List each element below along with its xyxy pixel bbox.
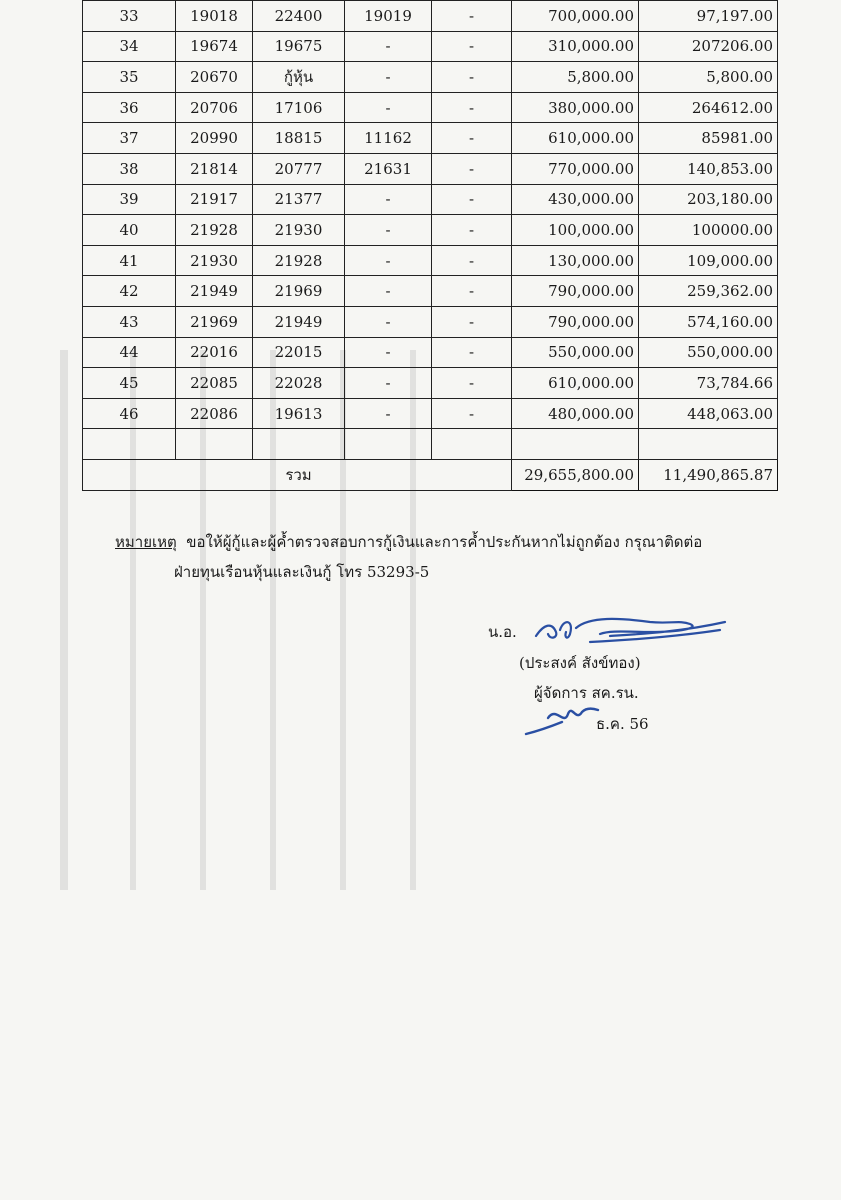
guarantor-3: - <box>432 245 512 276</box>
outstanding-balance: 140,853.00 <box>639 153 778 184</box>
outstanding-balance: 100000.00 <box>639 215 778 246</box>
row-number: 43 <box>83 306 176 337</box>
remark <box>115 527 702 587</box>
loan-amount: 550,000.00 <box>512 337 639 368</box>
outstanding-balance: 448,063.00 <box>639 398 778 429</box>
guarantor-3: - <box>432 92 512 123</box>
guarantor-2: - <box>345 368 432 399</box>
member-id: 21917 <box>176 184 253 215</box>
total-balance: 11,490,865.87 <box>639 459 778 490</box>
total-spacer <box>432 459 512 490</box>
member-id: 20990 <box>176 123 253 154</box>
guarantor-1: 21930 <box>253 215 345 246</box>
loan-table <box>82 0 778 491</box>
table-row <box>83 153 778 184</box>
guarantor-3: - <box>432 337 512 368</box>
table-row <box>83 123 778 154</box>
guarantor-2: - <box>345 31 432 62</box>
row-number: 46 <box>83 398 176 429</box>
table-row <box>83 1 778 32</box>
table-row <box>83 306 778 337</box>
loan-amount: 770,000.00 <box>512 153 639 184</box>
guarantor-3: - <box>432 368 512 399</box>
row-number: 44 <box>83 337 176 368</box>
guarantor-2: - <box>345 337 432 368</box>
member-id: 19018 <box>176 1 253 32</box>
guarantor-3: - <box>432 184 512 215</box>
guarantor-1: 21949 <box>253 306 345 337</box>
table-row <box>83 398 778 429</box>
signer-name: (ประสงค์ สังข์ทอง) <box>519 654 641 672</box>
total-amount: 29,655,800.00 <box>512 459 639 490</box>
outstanding-balance: 109,000.00 <box>639 245 778 276</box>
guarantor-2: 19019 <box>345 1 432 32</box>
guarantor-3: - <box>432 123 512 154</box>
guarantor-3: - <box>432 1 512 32</box>
outstanding-balance: 203,180.00 <box>639 184 778 215</box>
row-number: 37 <box>83 123 176 154</box>
guarantor-1: 22015 <box>253 337 345 368</box>
loan-amount: 380,000.00 <box>512 92 639 123</box>
row-number: 40 <box>83 215 176 246</box>
loan-amount: 610,000.00 <box>512 123 639 154</box>
guarantor-1: 19675 <box>253 31 345 62</box>
total-spacer <box>345 459 432 490</box>
row-number: 34 <box>83 31 176 62</box>
sign-date: ธ.ค. 56 <box>596 715 649 733</box>
total-spacer <box>83 459 176 490</box>
table-row <box>83 337 778 368</box>
outstanding-balance: 550,000.00 <box>639 337 778 368</box>
loan-amount: 430,000.00 <box>512 184 639 215</box>
guarantor-3: - <box>432 306 512 337</box>
guarantor-3: - <box>432 31 512 62</box>
member-id: 21949 <box>176 276 253 307</box>
guarantor-2: - <box>345 92 432 123</box>
remark-line-2: ฝ่ายทุนเรือนหุ้นและเงินกู้ โทร 53293-5 <box>174 563 430 581</box>
guarantor-1: 21969 <box>253 276 345 307</box>
outstanding-balance: 259,362.00 <box>639 276 778 307</box>
guarantor-3: - <box>432 276 512 307</box>
handwritten-initials <box>522 700 602 740</box>
signer-position: ผู้จัดการ สค.รน. <box>534 684 639 702</box>
table-row-blank <box>83 429 778 460</box>
guarantor-3: - <box>432 62 512 93</box>
row-number: 35 <box>83 62 176 93</box>
remark-line-1: ขอให้ผู้กู้และผู้ค้ำตรวจสอบการกู้เงินและการค้ำประกันหากไม่ถูกต้อง กรุณาติดต่อ <box>186 533 703 551</box>
guarantor-2: - <box>345 215 432 246</box>
guarantor-1: 22028 <box>253 368 345 399</box>
member-id: 20706 <box>176 92 253 123</box>
table-row <box>83 62 778 93</box>
outstanding-balance: 207206.00 <box>639 31 778 62</box>
remark-label: หมายเหตุ <box>115 533 177 551</box>
guarantor-1: 19613 <box>253 398 345 429</box>
row-number: 38 <box>83 153 176 184</box>
member-id: 22085 <box>176 368 253 399</box>
row-number: 42 <box>83 276 176 307</box>
loan-amount: 130,000.00 <box>512 245 639 276</box>
loan-amount: 700,000.00 <box>512 1 639 32</box>
outstanding-balance: 264612.00 <box>639 92 778 123</box>
guarantor-1: 20777 <box>253 153 345 184</box>
table-row <box>83 92 778 123</box>
total-label: รวม <box>253 459 345 490</box>
table-row-total <box>83 459 778 490</box>
loan-amount: 310,000.00 <box>512 31 639 62</box>
row-number: 41 <box>83 245 176 276</box>
guarantor-2: 11162 <box>345 123 432 154</box>
handwritten-signature <box>530 608 730 648</box>
member-id: 21928 <box>176 215 253 246</box>
table-row <box>83 245 778 276</box>
outstanding-balance: 5,800.00 <box>639 62 778 93</box>
outstanding-balance: 73,784.66 <box>639 368 778 399</box>
total-spacer <box>176 459 253 490</box>
loan-table-body <box>83 1 778 429</box>
guarantor-1: 22400 <box>253 1 345 32</box>
loan-amount: 790,000.00 <box>512 276 639 307</box>
member-id: 21969 <box>176 306 253 337</box>
table-row <box>83 368 778 399</box>
row-number: 39 <box>83 184 176 215</box>
table-row <box>83 31 778 62</box>
row-number: 45 <box>83 368 176 399</box>
guarantor-1: 18815 <box>253 123 345 154</box>
guarantor-3: - <box>432 215 512 246</box>
outstanding-balance: 97,197.00 <box>639 1 778 32</box>
guarantor-1: 17106 <box>253 92 345 123</box>
guarantor-2: - <box>345 184 432 215</box>
member-id: 22086 <box>176 398 253 429</box>
member-id: 21814 <box>176 153 253 184</box>
member-id: 21930 <box>176 245 253 276</box>
guarantor-2: - <box>345 62 432 93</box>
guarantor-2: 21631 <box>345 153 432 184</box>
table-row <box>83 215 778 246</box>
guarantor-1: กู้หุ้น <box>253 62 345 93</box>
loan-amount: 100,000.00 <box>512 215 639 246</box>
loan-amount: 480,000.00 <box>512 398 639 429</box>
row-number: 33 <box>83 1 176 32</box>
loan-amount: 790,000.00 <box>512 306 639 337</box>
loan-amount: 5,800.00 <box>512 62 639 93</box>
member-id: 19674 <box>176 31 253 62</box>
guarantor-1: 21377 <box>253 184 345 215</box>
guarantor-2: - <box>345 306 432 337</box>
table-row <box>83 276 778 307</box>
outstanding-balance: 574,160.00 <box>639 306 778 337</box>
row-number: 36 <box>83 92 176 123</box>
outstanding-balance: 85981.00 <box>639 123 778 154</box>
guarantor-1: 21928 <box>253 245 345 276</box>
guarantor-2: - <box>345 245 432 276</box>
guarantor-2: - <box>345 276 432 307</box>
guarantor-3: - <box>432 153 512 184</box>
table-row <box>83 184 778 215</box>
member-id: 22016 <box>176 337 253 368</box>
loan-amount: 610,000.00 <box>512 368 639 399</box>
guarantor-3: - <box>432 398 512 429</box>
signer-rank: น.อ. <box>488 623 517 641</box>
guarantor-2: - <box>345 398 432 429</box>
member-id: 20670 <box>176 62 253 93</box>
